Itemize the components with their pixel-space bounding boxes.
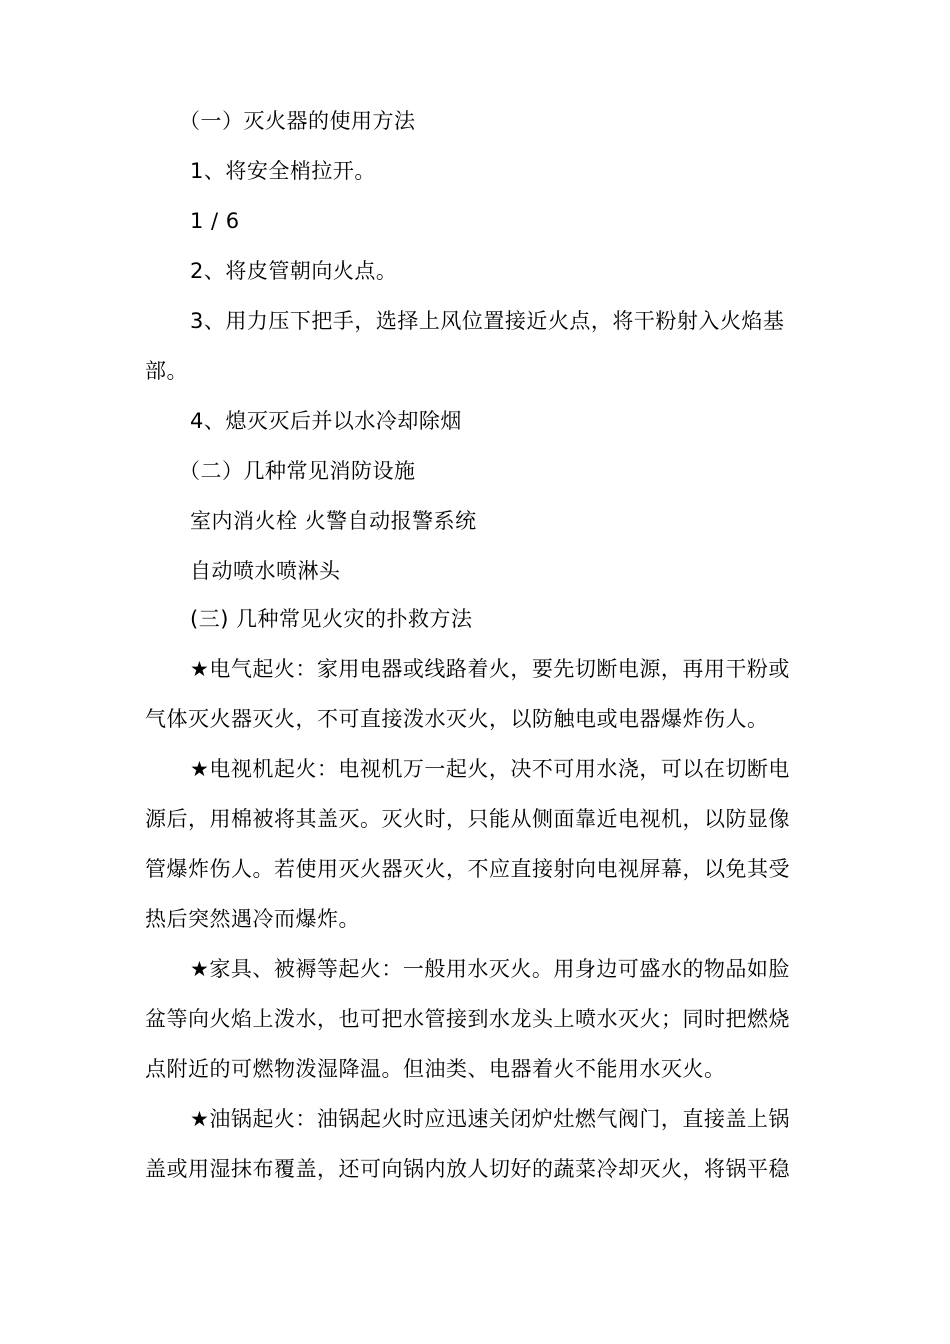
- section3-heading: (三) 几种常见火灾的扑救方法: [190, 607, 473, 631]
- electric-fire-line-2: 气体灭火器灭火，不可直接泼水灭火，以防触电或电器爆炸伤人。: [145, 707, 769, 731]
- oil-pan-fire-line-2: 盖或用湿抹布覆盖，还可向锅内放人切好的蔬菜冷却灭火，将锅平稳: [145, 1157, 790, 1181]
- page-number: 1 / 6: [190, 209, 240, 233]
- furniture-fire-line-1: ★家具、被褥等起火：一般用水灭火。用身边可盛水的物品如脸: [190, 957, 790, 981]
- step-3-line-1: 3、用力压下把手，选择上风位置接近火点，将干粉射入火焰基: [190, 309, 785, 333]
- tv-fire-line-4: 热后突然遇冷而爆炸。: [145, 907, 360, 931]
- facilities-line-2: 自动喷水喷淋头: [190, 559, 341, 583]
- step-4: 4、熄灭灭后并以水冷却除烟: [190, 409, 462, 433]
- step-1: 1、将安全梢拉开。: [190, 159, 376, 183]
- oil-pan-fire-line-1: ★油锅起火：油锅起火时应迅速关闭炉灶燃气阀门，直接盖上锅: [190, 1107, 790, 1131]
- furniture-fire-line-2: 盆等向火焰上泼水，也可把水管接到水龙头上喷水灭火；同时把燃烧: [145, 1007, 790, 1031]
- tv-fire-line-2: 源后，用棉被将其盖灭。灭火时，只能从侧面靠近电视机，以防显像: [145, 807, 790, 831]
- step-3-line-2: 部。: [145, 359, 188, 383]
- tv-fire-line-1: ★电视机起火：电视机万一起火，决不可用水浇，可以在切断电: [190, 757, 790, 781]
- furniture-fire-line-3: 点附近的可燃物泼湿降温。但油类、电器着火不能用水灭火。: [145, 1057, 726, 1081]
- tv-fire-line-3: 管爆炸伤人。若使用灭火器灭火，不应直接射向电视屏幕，以免其受: [145, 857, 790, 881]
- electric-fire-line-1: ★电气起火：家用电器或线路着火，要先切断电源，再用干粉或: [190, 657, 790, 681]
- step-2: 2、将皮管朝向火点。: [190, 259, 398, 283]
- facilities-line-1: 室内消火栓 火警自动报警系统: [190, 509, 477, 533]
- section2-heading: （二）几种常见消防设施: [179, 459, 416, 483]
- section1-heading: （一）灭火器的使用方法: [179, 109, 416, 133]
